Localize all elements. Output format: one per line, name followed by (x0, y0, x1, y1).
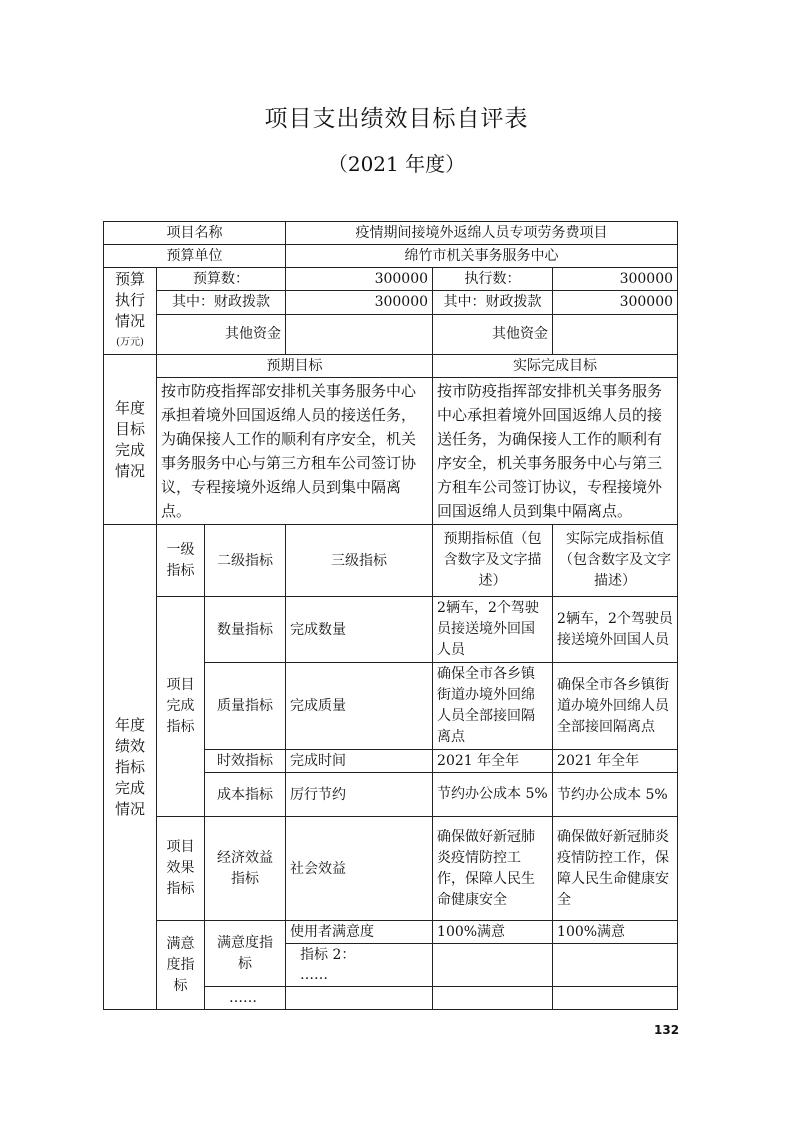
satisfaction-level3: 使用者满意度 (286, 921, 433, 944)
actual-goal-text: 按市防疫指挥部安排机关事务服务中心承担着境外回国返绵人员的接送任务，为确保接人工作的顺利有序安全，机关事务服务中心与第三方租车公司签订协议，专程接境外回国返绵人员到集中隔离点。 (433, 378, 678, 525)
effect-group-text: 项目效果指标 (166, 839, 195, 897)
other-funds-exec-label: 其他资金 (433, 314, 553, 354)
actual-goal-header: 实际完成目标 (433, 355, 678, 378)
indicator-level2: 成本指标 (205, 773, 286, 817)
satisfaction-level3-text: 指标 2： (300, 947, 356, 963)
satisfaction-level2-text: 满意度指标 (217, 934, 274, 972)
satisfaction-more-level2: …… (205, 987, 286, 1010)
goals-content-row (104, 378, 678, 525)
indicator-actual: 节约办公成本 5% (553, 773, 678, 817)
budget-unit-label: 预算单位 (104, 245, 286, 268)
effect-level3: 社会效益 (286, 817, 433, 921)
other-funds-budget (286, 314, 433, 354)
effect-expected: 确保做好新冠肺炎疫情防控工作，保障人民生命健康安全 (433, 817, 553, 921)
indicator-level2: 质量指标 (205, 663, 286, 750)
indicator-expected: 2辆车，2个驾驶员接送境外回国人员 (433, 597, 553, 663)
effect-indicator-row (104, 817, 678, 921)
budget-section-title: 预算执行情况 (115, 270, 146, 330)
fiscal-budget-label: 其中：财政拨款 (157, 291, 286, 314)
satisfaction-row (104, 921, 678, 944)
indicator-header-row (104, 525, 678, 597)
level3-header: 三级指标 (286, 525, 433, 597)
effect-level2 (205, 817, 286, 921)
goals-section-label (104, 355, 157, 525)
level1-header-text: 一级指标 (166, 541, 195, 579)
indicator-level2: 时效指标 (205, 750, 286, 773)
indicator-actual: 确保全市各乡镇街道办境外回绵人员全部接回隔离点 (553, 663, 678, 750)
exec-amount-label: 执行数： (433, 268, 553, 291)
budget-amount-value: 300000 (286, 268, 433, 291)
fiscal-exec-value: 300000 (553, 291, 678, 314)
expected-goal-header: 预期目标 (157, 355, 433, 378)
other-funds-row (104, 314, 678, 354)
budget-unit-row (104, 245, 678, 268)
indicator-actual: 2021 年全年 (553, 750, 678, 773)
other-funds-exec (553, 314, 678, 354)
effect-group-label (157, 817, 205, 921)
satisfaction-level2 (205, 921, 286, 987)
satisfaction-actual: 100%满意 (553, 921, 678, 944)
page-subtitle: （2021 年度） (327, 152, 466, 176)
level2-header: 二级指标 (205, 525, 286, 597)
expected-value-header: 预期指标值（包含数字及文字描述） (433, 525, 553, 597)
page-number: 132 (654, 1023, 680, 1037)
indicator-actual: 2辆车，2个驾驶员接送境外回国人员 (553, 597, 678, 663)
indicator-level2: 数量指标 (205, 597, 286, 663)
satisfaction-level3 (286, 944, 433, 987)
satisfaction-group-label (157, 921, 205, 1010)
budget-row (104, 268, 678, 291)
satisfaction-actual (553, 944, 678, 987)
satisfaction-expected (433, 944, 553, 987)
satisfaction-expected: 100%满意 (433, 921, 553, 944)
project-name-value: 疫情期间接境外返绵人员专项劳务费项目 (286, 222, 678, 245)
satisfaction-level3-more: …… (300, 967, 329, 983)
satisfaction-more-expected (433, 987, 553, 1010)
satisfaction-group-text: 满意度指标 (166, 935, 195, 994)
indicator-expected: 2021 年全年 (433, 750, 553, 773)
exec-amount-value: 300000 (553, 268, 678, 291)
budget-unit-value: 绵竹市机关事务服务中心 (286, 245, 678, 268)
budget-amount-label: 预算数： (157, 268, 286, 291)
project-name-label: 项目名称 (104, 222, 286, 245)
effect-actual: 确保做好新冠肺炎疫情防控工作，保障人民生命健康安全 (553, 817, 678, 921)
goals-section-title: 年度目标完成情况 (115, 398, 146, 480)
indicator-level3: 完成质量 (286, 663, 433, 750)
actual-value-header: 实际完成指标值（包含数字及文字描述） (553, 525, 678, 597)
fiscal-budget-value: 300000 (286, 291, 433, 314)
project-name-row (104, 222, 678, 245)
indicators-section-label (104, 525, 157, 1010)
fiscal-row (104, 291, 678, 314)
indicator-row (104, 597, 678, 663)
satisfaction-more-actual (553, 987, 678, 1010)
indicator-expected: 确保全市各乡镇街道办境外回绵人员全部接回隔离点 (433, 663, 553, 750)
budget-section-label (104, 268, 157, 355)
indicators-section-title: 年度绩效指标完成情况 (115, 715, 146, 818)
satisfaction-more-level3 (286, 987, 433, 1010)
effect-level2-text: 经济效益指标 (217, 849, 274, 887)
evaluation-table (103, 221, 678, 1010)
page-title: 项目支出绩效目标自评表 (264, 106, 529, 132)
indicator-level3: 完成数量 (286, 597, 433, 663)
indicator-level3: 完成时间 (286, 750, 433, 773)
other-funds-label: 其他资金 (157, 314, 286, 354)
indicator-expected: 节约办公成本 5% (433, 773, 553, 817)
budget-section-unit: (万元) (116, 337, 144, 348)
level1-header (157, 525, 205, 597)
goals-header-row (104, 355, 678, 378)
output-group-label (157, 597, 205, 817)
expected-goal-text: 按市防疫指挥部安排机关事务服务中心承担着境外回国返绵人员的接送任务，为确保接人工作的顺利有序安全，机关事务服务中心与第三方租车公司签订协议，专程接境外返绵人员到集中隔离点。 (157, 378, 433, 525)
fiscal-exec-label: 其中：财政拨款 (433, 291, 553, 314)
indicator-level3: 厉行节约 (286, 773, 433, 817)
output-group-text: 项目完成指标 (166, 677, 195, 735)
